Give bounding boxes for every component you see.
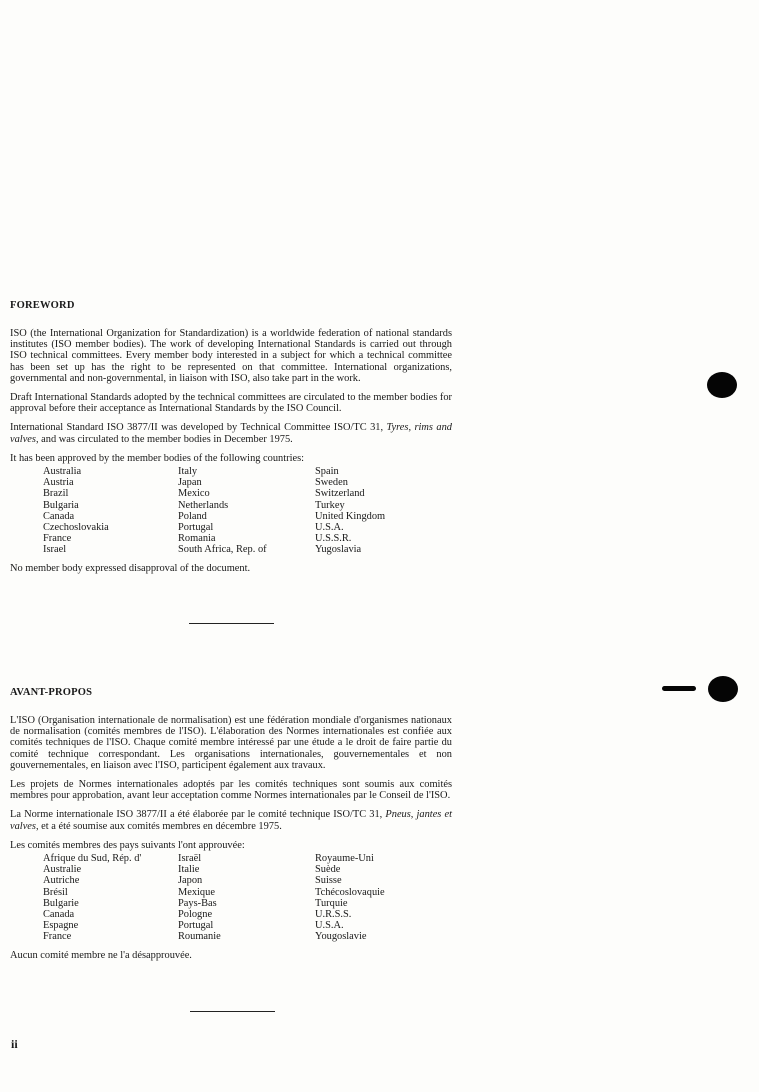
country-name: Suède: [315, 864, 341, 876]
country-name: Afrique du Sud, Rép. d': [43, 853, 142, 865]
country-list: [43, 466, 452, 556]
avant-propos-heading: AVANT-PROPOS: [10, 687, 93, 698]
country-column: [178, 466, 315, 556]
country-name: Canada: [43, 909, 75, 921]
country-name: Japan: [178, 477, 202, 489]
country-list: [43, 853, 452, 943]
foreword-paragraph-2: Draft International Standards adopted by the technical committees are circulated to the member bodies for approval before their acceptance as International Standards by the ISO Council.: [10, 392, 452, 415]
country-name: Canada: [43, 510, 75, 522]
section-divider: [190, 1011, 275, 1012]
country-name: Israël: [178, 853, 202, 865]
country-name: Mexico: [178, 488, 210, 500]
country-name: Roumanie: [178, 931, 221, 943]
ink-blot: [707, 372, 737, 398]
country-name: France: [43, 931, 72, 943]
country-name: Turkey: [315, 499, 345, 511]
foreword-heading: FOREWORD: [10, 300, 75, 311]
country-name: U.S.S.R.: [315, 533, 352, 545]
country-name: Poland: [178, 510, 207, 522]
country-name: Suisse: [315, 875, 342, 887]
country-name: Australie: [43, 864, 82, 876]
country-name: U.R.S.S.: [315, 909, 352, 921]
country-name: Autriche: [43, 875, 80, 887]
ink-smear: [662, 686, 696, 691]
country-name: Israel: [43, 544, 67, 556]
country-column: [43, 853, 178, 943]
country-name: Italy: [178, 466, 198, 478]
avant-propos-paragraph-2: Les projets de Normes internationales adoptés par les comités techniques sont soumis aux comités membres pour approbation, avant leur acceptation comme Normes internationales par le Conseil de l'ISO.: [10, 779, 452, 802]
country-name: Portugal: [178, 920, 214, 932]
country-name: France: [43, 533, 72, 545]
country-name: Mexique: [178, 886, 215, 898]
country-name: Pays-Bas: [178, 897, 217, 909]
country-name: Pologne: [178, 909, 213, 921]
country-column: [43, 466, 178, 556]
country-name: Turquie: [315, 897, 348, 909]
country-name: Austria: [43, 477, 74, 489]
country-name: Japon: [178, 875, 203, 887]
disapproval-note: No member body expressed disapproval of the document.: [10, 562, 251, 574]
country-column: [315, 853, 445, 943]
approval-intro: It has been approved by the member bodies of the following countries:: [10, 452, 305, 464]
country-name: Tchécoslovaquie: [315, 886, 385, 898]
avant-propos-paragraph-1: L'ISO (Organisation internationale de normalisation) est une fédération mondiale d'organismes nationaux de normalisation (comités membres de l'ISO). L'élaboration des Normes internationales est confiée aux comités techniques de l'ISO. Chaque comité membre intéressé par une étude a le droit de faire partie du comité technique correspondant. Les organisations internationales, gouvernementales et non gouvernementales, en liaison avec l'ISO, participent également aux travaux.: [10, 715, 452, 771]
committee-title: Pneus, jantes et valves: [10, 809, 452, 832]
avant-propos-paragraph-3: La Norme internationale ISO 3877/II a été élaborée par le comité technique ISO/TC 31, Pneus, jantes et valves, et a été soumise aux comités membres en décembre 1975.: [10, 809, 452, 832]
country-name: Australia: [43, 466, 82, 478]
country-column: [178, 853, 315, 943]
country-name: Bulgaria: [43, 499, 79, 511]
country-name: U.S.A.: [315, 522, 344, 534]
country-name: Brazil: [43, 488, 69, 500]
avant-propos-section: [10, 687, 452, 969]
disapproval-note: Aucun comité membre ne l'a désapprouvée.: [10, 949, 192, 961]
country-name: Royaume-Uni: [315, 853, 374, 865]
country-name: Netherlands: [178, 499, 229, 511]
foreword-paragraph-3: International Standard ISO 3877/II was developed by Technical Committee ISO/TC 31, Tyres, rims and valves, and was circulated to the member bodies in December 1975.: [10, 422, 452, 445]
country-name: United Kingdom: [315, 510, 386, 522]
country-name: Yugoslavia: [315, 544, 362, 556]
country-name: Portugal: [178, 522, 214, 534]
foreword-paragraph-1: ISO (the International Organization for Standardization) is a worldwide federation of national standards institutes (ISO member bodies). The work of developing International Standards is carried out through ISO technical committees. Every member body interested in a subject for which a technical committee has been set up has the right to be represented on that committee. International organizations, governmental and non-governmental, in liaison with ISO, also take part in the work.: [10, 328, 452, 384]
country-column: [315, 466, 445, 556]
country-name: Sweden: [315, 477, 348, 489]
ink-blot: [708, 676, 738, 702]
country-name: Spain: [315, 466, 339, 478]
country-name: Bulgarie: [43, 897, 79, 909]
country-name: Brésil: [43, 886, 68, 898]
country-name: Switzerland: [315, 488, 365, 500]
section-divider: [189, 623, 274, 624]
committee-title: Tyres, rims and valves: [10, 422, 452, 445]
country-name: Espagne: [43, 920, 79, 932]
country-name: Yougoslavie: [315, 931, 367, 943]
country-name: U.S.A.: [315, 920, 344, 932]
page-number: ii: [11, 1037, 18, 1051]
country-name: Italie: [178, 864, 200, 876]
foreword-section: [10, 300, 452, 582]
country-name: Romania: [178, 533, 216, 545]
country-name: Czechoslovakia: [43, 522, 109, 534]
approval-intro: Les comités membres des pays suivants l'ont approuvée:: [10, 839, 245, 851]
country-name: South Africa, Rep. of: [178, 544, 267, 556]
